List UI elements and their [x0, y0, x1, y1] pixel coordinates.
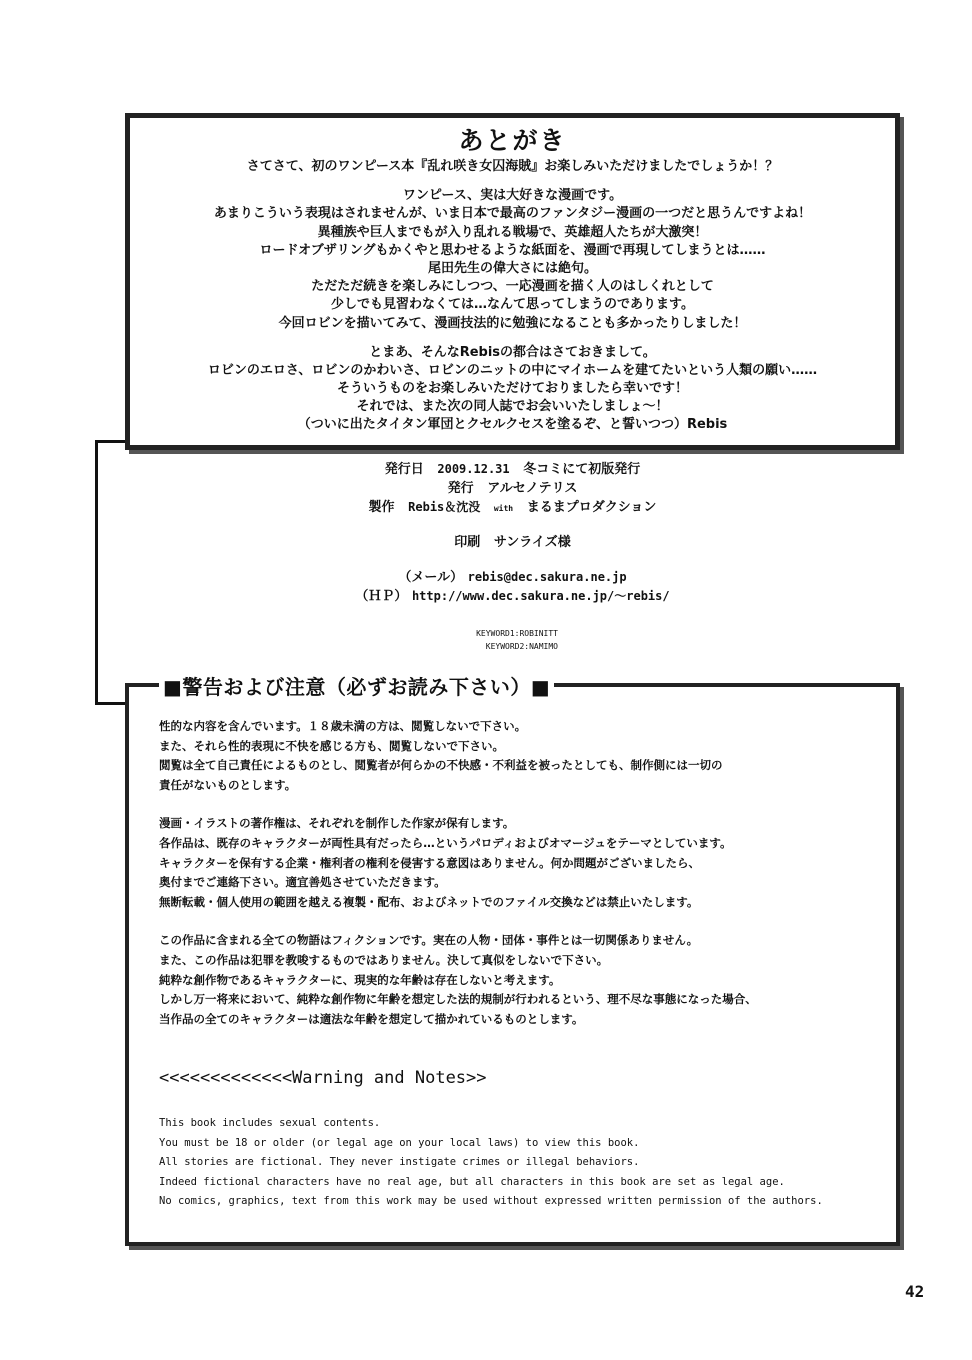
production-names: Rebis＆沈没 — [408, 500, 481, 514]
production-label: 製作 — [368, 500, 395, 515]
warning-line: 各作品は、既存のキャラクターが両性具有だったら…というパロディおよびオマージュをテーマとしています。 — [159, 835, 732, 850]
production-partner: まるまプロダクション — [526, 500, 657, 515]
issue-label: 発行日 — [384, 462, 424, 477]
warning-line: また、それら性的表現に不快を感じる方も、閲覧しないで下さい。 — [159, 738, 504, 753]
issue-date-line — [125, 460, 900, 479]
afterword-body — [130, 158, 895, 435]
production-line — [125, 498, 900, 517]
afterword-title: あとがき — [458, 126, 567, 155]
warning-line: 当作品の全てのキャラクターは適法な年齢を想定して描かれているものとします。 — [159, 1011, 584, 1026]
afterword-line: そういうものをお楽しみいただけておりましたら幸いです！ — [336, 381, 688, 397]
bracket-connector — [95, 440, 98, 705]
mail-label: （メール） — [398, 570, 464, 585]
warning-line: しかし万一将来において、純粋な創作物に年齢を想定した法的規制が行われるという、理不尽な事態になった場合、 — [159, 992, 757, 1007]
mail-line — [125, 568, 900, 587]
publisher-label: 発行 — [447, 481, 474, 496]
keyword-2: KEYWORD2:NAMIMO — [485, 642, 558, 651]
publisher: アルセノテリス — [487, 481, 578, 496]
bracket-connector-top — [95, 440, 127, 443]
homepage-line — [125, 587, 900, 606]
issue-date: 2009.12.31 — [437, 462, 510, 476]
afterword-line: 今回ロビンを描いてみて、漫画技法的に勉強になることも多かったりしました！ — [278, 315, 747, 331]
afterword-line: ロードオブザリングもかくやと思わせるような紙面を、漫画で再現してしまうとは…… — [259, 242, 766, 258]
afterword-line: ロビンのエロさ、ロビンのかわいさ、ロビンのニットの中にマイホームを建てたいという人類の願い…… — [207, 362, 818, 378]
afterword-line: ただただ続きを楽しみにしつつ、一応漫画を描く人のはしくれとして — [311, 279, 714, 295]
warning-line: 閲覧は全て自己責任によるものとし、閲覧者が何らかの不快感・不利益を被ったとしても、制作側には一切の — [159, 758, 723, 773]
printing: サンライズ様 — [493, 535, 571, 550]
warning-box — [125, 675, 900, 1246]
page-number: 42 — [905, 1282, 925, 1301]
warning-title: ■警告および注意（必ずお読み下さい）■ — [159, 673, 554, 701]
homepage-url[interactable]: http://www.dec.sakura.ne.jp/～rebis/ — [411, 589, 670, 603]
afterword-line: ワンピース、実は大好きな漫画です。 — [402, 188, 623, 204]
afterword-box — [125, 113, 900, 450]
keyword-1: KEYWORD1:ROBINITT — [476, 629, 558, 638]
hp-label: （ＨＰ） — [355, 589, 408, 604]
warning-en-line: You must be 18 or older (or legal age on your local laws) to view this book. — [159, 1136, 640, 1149]
warning-line: 漫画・イラストの著作権は、それぞれを制作した作家が保有します。 — [159, 816, 515, 831]
mail-address[interactable]: rebis@dec.sakura.ne.jp — [467, 570, 627, 584]
afterword-line: 少しでも見習わなくては…なんて思ってしまうのであります。 — [331, 297, 694, 313]
warning-line: 無断転載・個人使用の範囲を越える複製・配布、およびネットでのファイル交換などは禁止いたします。 — [159, 894, 699, 909]
printing-line — [125, 533, 900, 552]
warning-en-line: No comics, graphics, text from this work may be used without expressed written permission of the authors. — [159, 1195, 823, 1207]
bracket-connector-bottom — [95, 702, 127, 705]
afterword-line: あまりこういう表現はされませんが、いま日本で最高のファンタジー漫画の一つだと思うんですよね！ — [213, 206, 812, 222]
warning-en-line: All stories are fictional. They never instigate crimes or illegal behaviors. — [159, 1156, 640, 1168]
afterword-line: とまあ、そんなRebisの都合はさておきまして。 — [369, 344, 656, 360]
afterword-line: 異種族や巨人までもが入り乱れる戦場で、英雄超人たちが大激突！ — [317, 224, 708, 240]
warning-line: 奥付までご連絡下さい。適宜善処させていただきます。 — [159, 875, 446, 890]
warning-line: 責任がないものとします。 — [159, 777, 297, 792]
colophon — [125, 460, 900, 606]
publisher-line — [125, 479, 900, 498]
warning-en-line: This book includes sexual contents. — [159, 1117, 381, 1129]
printing-label: 印刷 — [454, 535, 481, 550]
warning-en-line: Indeed fictional characters have no real age, but all characters in this book are set as legal age. — [159, 1175, 785, 1188]
afterword-line: 尾田先生の偉大さには絶句。 — [427, 260, 597, 276]
warning-body-ja — [159, 717, 757, 1029]
afterword-line: それでは、また次の同人誌でお会いいたしましょ～！ — [356, 399, 669, 415]
warning-line: 性的な内容を含んでいます。１８歳未満の方は、閲覧しないで下さい。 — [159, 719, 527, 733]
keywords — [466, 627, 558, 653]
warning-line: この作品に含まれる全ての物語はフィクションです。実在の人物・団体・事件とは一切関係ありません。 — [159, 933, 699, 948]
warning-line: また、この作品は犯罪を教唆するものではありません。決して真似をしないで下さい。 — [159, 952, 609, 967]
warning-line: キャラクターを保有する企業・権利者の権利を侵害する意図はありません。何か問題がございましたら、 — [159, 855, 700, 870]
warning-line: 純粋な創作物であるキャラクターに、現実的な年齢は存在しないと考えます。 — [159, 972, 561, 987]
issue-note: 冬コミにて初版発行 — [523, 462, 641, 477]
afterword-line: さてさて、初のワンピース本『乱れ咲き女囚海賊』お楽しみいただけましたでしょうか！？ — [246, 159, 779, 174]
warning-heading-en: <<<<<<<<<<<<<Warning and Notes>> — [159, 1068, 487, 1088]
production-with: with — [493, 504, 514, 513]
warning-body-en — [159, 1114, 823, 1212]
afterword-line: （ついに出たタイタン軍団とクセルクセスを塗るぞ、と誓いつつ）Rebis — [297, 417, 728, 433]
